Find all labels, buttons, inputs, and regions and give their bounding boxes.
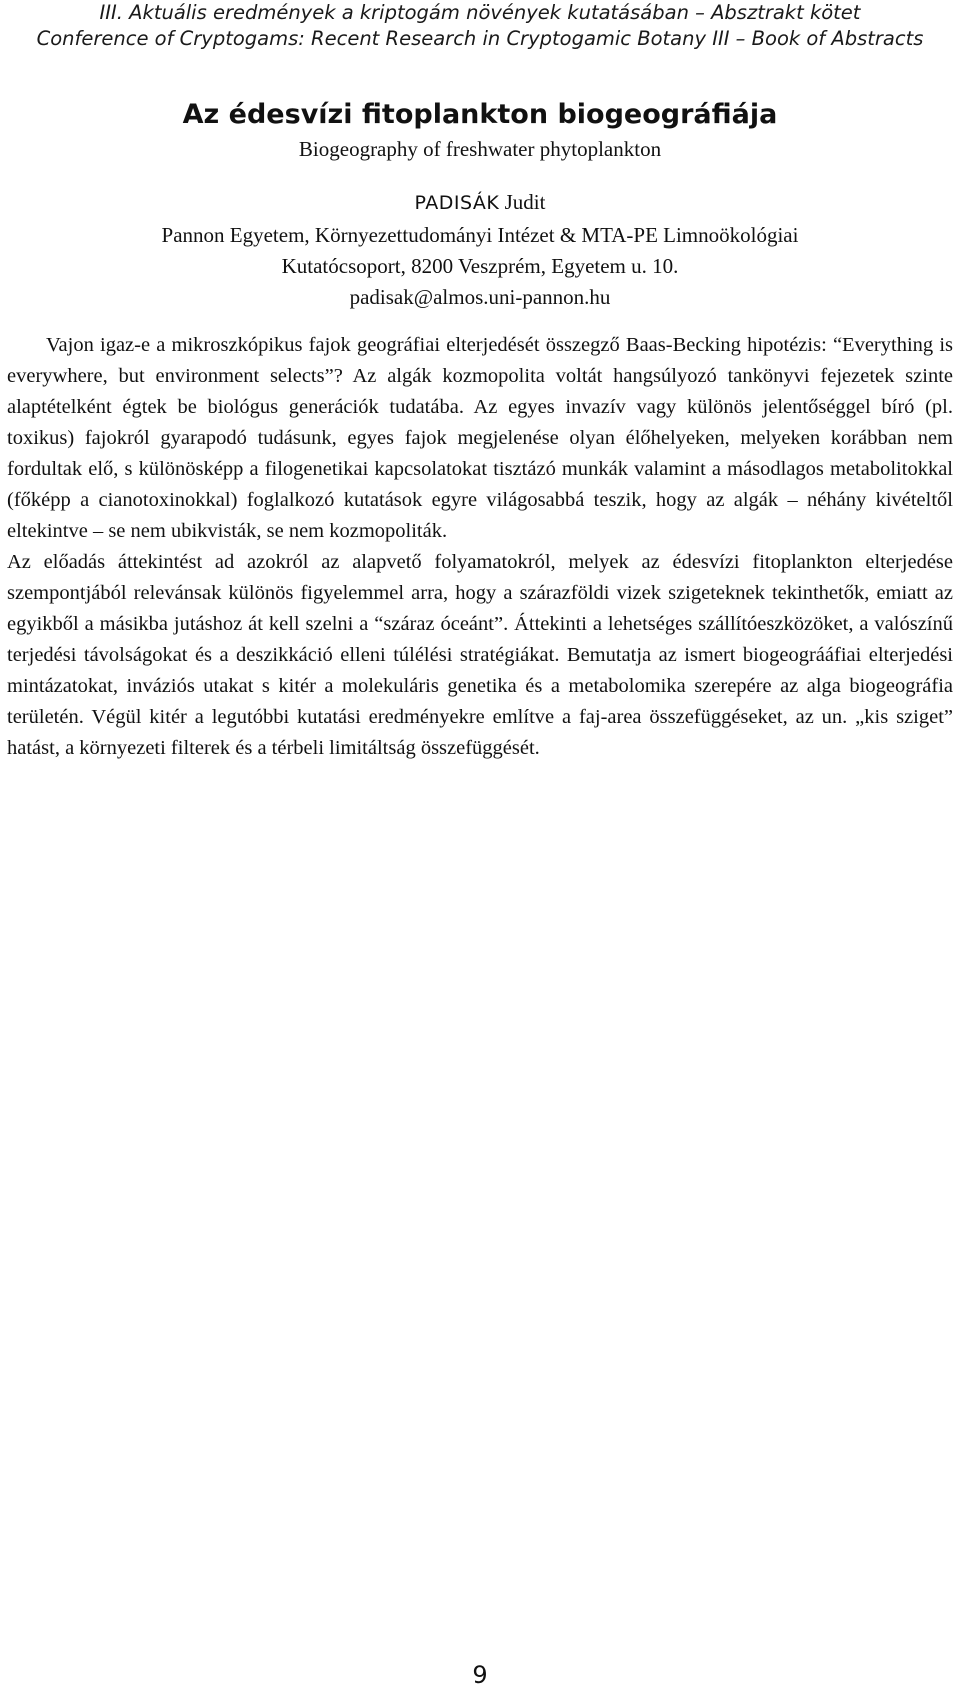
abstract-paragraph-1: Vajon igaz-e a mikroszkópikus fajok geográfiai elterjedését összegző Baas-Becking hipotézis: “Everything is everywhere, but environment selects”? Az algák kozmopolita voltát hangsúlyozó tankönyvi fejezetek szinte alaptételként égtek be biológus generációk tudatába. Az egyes invazív vagy különös jelentőséggel bíró (pl. toxikus) fajokról gyarapodó tudásunk, egyes fajok megjelenése olyan élőhelyeken, melyeken korábban nem fordultak elő, s különösképp a filogenetikai kapcsolatokat tisztázó munkák valamint a másodlagos metabolitokkal (főképp a cianotoxinokkal) foglalkozó kutatások egyre világosabbá teszik, hogy az algák – néhány kivételtől eltekintve – se nem ubikvisták, se nem kozmopoliták. — [7, 334, 953, 542]
abstract-paragraph-2: Az előadás áttekintést ad azokról az alapvető folyamatokról, melyek az édesvízi fitoplankton elterjedése szempontjából relevánsak különös figyelemmel arra, hogy a szárazföldi vizek szigeteknek tekinthetők, emiatt az egyikből a másikba jutáshoz át kell szelni a “száraz óceánt”. Áttekinti a lehetséges szállítóeszközöket, a valószínű terjedési távolságokat és a deszikkáció elleni túlélési stratégiákat. Bemutatja az ismert biogeográáfiai elterjedési mintázatokat, inváziós utakat s kitér a molekuláris genetika és a metabolomika szerepére az alga biogeográfia területén. Végül kitér a legutóbbi kutatási eredményekre említve a faj-area összefüggéseket, az un. „kis sziget” hatást, a környezeti filterek és a térbeli limitáltság összefüggését. — [7, 551, 953, 759]
author-line — [0, 187, 960, 219]
title-block — [0, 96, 960, 164]
page-number: 9 — [472, 1661, 488, 1689]
author-email: padisak@almos.uni-pannon.hu — [349, 285, 611, 309]
running-header-english: Conference of Cryptogams: Recent Research in Cryptogamic Botany III – Book of Abstracts — [36, 27, 924, 50]
running-header — [7, 0, 953, 52]
affiliation-line-2: Kutatócsoport, 8200 Veszprém, Egyetem u. 10. — [281, 254, 679, 278]
author-surname: PADISÁK — [414, 192, 500, 214]
article-title: Az édesvízi fitoplankton biogeográfiája — [182, 99, 778, 130]
running-header-hungarian: III. Aktuális eredmények a kriptogám növények kutatásában – Absztrakt kötet — [99, 1, 861, 24]
author-given-name: Judit — [504, 190, 546, 214]
affiliation — [40, 220, 920, 313]
affiliation-line-1: Pannon Egyetem, Környezettudományi Intézet & MTA-PE Limnoökológiai — [161, 223, 799, 247]
abstract-body — [7, 330, 953, 764]
article-subtitle: Biogeography of freshwater phytoplankton — [298, 137, 662, 161]
